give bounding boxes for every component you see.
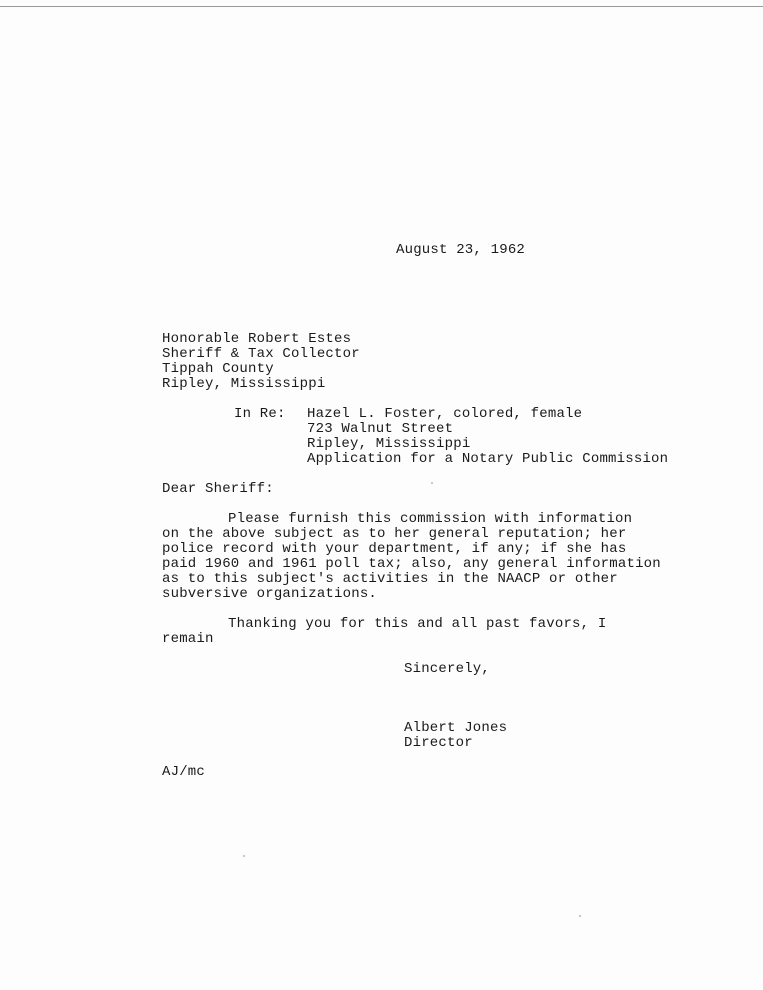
closing: Sincerely,: [404, 661, 491, 677]
body-line: subversive organizations.: [162, 586, 378, 602]
body-line: remain: [162, 631, 214, 647]
in-re-city: Ripley, Mississippi: [307, 436, 471, 452]
body-line: as to this subject's activities in the NAACP or other: [162, 571, 618, 587]
in-re-application: Application for a Notary Public Commission: [307, 451, 669, 467]
scan-speck: [579, 915, 581, 917]
recipient-line-name: Honorable Robert Estes: [162, 331, 352, 347]
letter-date: August 23, 1962: [396, 242, 526, 258]
recipient-line-county: Tippah County: [162, 361, 274, 377]
reference-initials: AJ/mc: [162, 764, 206, 780]
in-re-street: 723 Walnut Street: [307, 421, 454, 437]
body-line: Thanking you for this and all past favors, I: [228, 616, 607, 632]
scan-edge-rule: [0, 6, 763, 7]
body-line: on the above subject as to her general reputation; her: [162, 526, 627, 542]
recipient-line-title: Sheriff & Tax Collector: [162, 346, 360, 362]
in-re-label: In Re:: [234, 406, 286, 422]
scan-speck: [243, 855, 245, 857]
scan-speck: [431, 482, 433, 484]
recipient-line-city: Ripley, Mississippi: [162, 376, 326, 392]
body-line: police record with your department, if any; if she has: [162, 541, 627, 557]
salutation: Dear Sheriff:: [162, 481, 274, 497]
in-re-subject: Hazel L. Foster, colored, female: [307, 406, 583, 422]
body-line: paid 1960 and 1961 poll tax; also, any general information: [162, 556, 661, 572]
body-line: Please furnish this commission with information: [228, 511, 633, 527]
signer-name: Albert Jones: [404, 720, 508, 736]
signer-title: Director: [404, 735, 473, 751]
